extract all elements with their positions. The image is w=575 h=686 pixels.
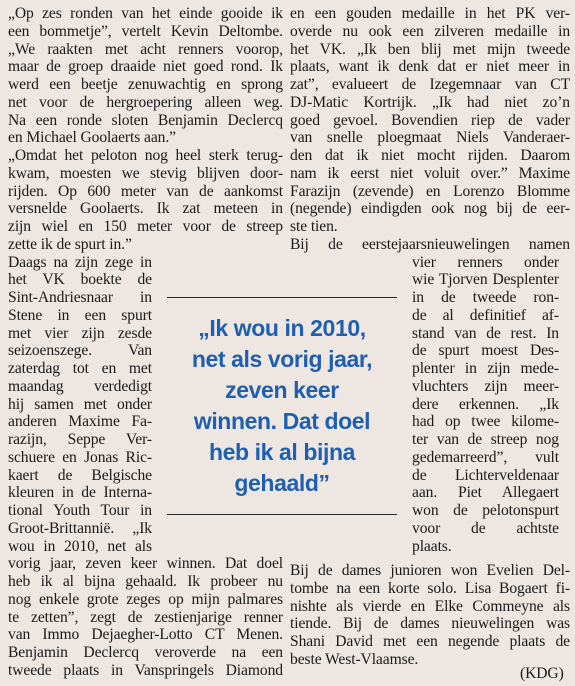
body-text-line: Daags na zijn zege in <box>8 253 152 271</box>
body-text-line: goed gevoel. Bovendien riep de vader <box>290 111 570 129</box>
body-text-line: razijn, Seppe Ver- <box>8 431 153 448</box>
body-text-line: nam ik eerst niet voluit over.” Maxime <box>290 164 571 182</box>
body-text-line: Stene in een spurt <box>8 306 152 324</box>
body-text-line: maandag verdedigt <box>8 377 152 395</box>
body-text-line: Sint-Andriesnaar in <box>8 289 152 306</box>
body-text-line: vier renners onder <box>412 253 559 271</box>
body-text-line: met vier zijn zesde <box>8 324 152 342</box>
body-text-line: zat”, evalueert de Izegemnaar van CT <box>290 76 570 93</box>
body-text-line: Shani David met een negende plaats de <box>290 633 570 650</box>
body-text-line: seizoenszege. Van <box>8 342 153 360</box>
body-text-line: de spurt moest Des- <box>412 342 559 360</box>
body-text-line: van Immo Dejaegher-Lotto CT Menen. <box>8 626 283 644</box>
body-text-line: kwam, moesten we stevig blijven door- <box>8 164 283 182</box>
pull-quote-bottom-rule <box>167 514 397 515</box>
body-text-line: tiende. Bij de dames nieuwelingen was <box>290 615 571 633</box>
pull-quote-top-rule <box>167 297 397 298</box>
pull-quote-line: gehaald” <box>234 470 330 496</box>
body-text-line: DJ-Matic Kortrijk. „Ik had niet zo’n <box>290 93 570 111</box>
pull-quote-line: winnen. Dat doel <box>193 408 371 434</box>
pull-quote-line: „Ik wou in 2010, <box>198 315 366 341</box>
body-text-line: zette ik de spurt in.” <box>8 235 132 253</box>
body-text-line: het VK boekte de <box>8 271 153 289</box>
body-text-line: Groot-Brittannië. „Ik <box>8 519 152 537</box>
body-text-line: schuere en Jonas Ric- <box>8 448 152 466</box>
body-text-line: „Op zes ronden van het einde gooide ik <box>8 5 283 22</box>
body-text-line: zijn wiel en 150 meter voor de streep <box>8 218 284 235</box>
body-text-line: plenter in zijn mede- <box>412 360 559 377</box>
pull-quote-line: zeven keer <box>225 377 339 403</box>
body-text-line: had op twee kilome- <box>412 413 559 431</box>
body-text-line: wou in 2010, net als <box>8 537 152 555</box>
body-text-line: net voor de hergroepering alleen weg. <box>8 93 283 111</box>
body-text-line: hij samen met onder <box>8 395 153 413</box>
body-text-line: vluchters zijn meer- <box>412 377 559 395</box>
body-text-line: dere erkennen. „Ik <box>412 395 559 413</box>
body-text-line: beste West-Vlaamse. <box>290 650 419 668</box>
body-text-line: van snelle ploegmaat Niels Vanderaer- <box>290 129 571 147</box>
body-text-line: tional Youth Tour in <box>8 502 153 519</box>
pull-quote-line: heb ik al bijna <box>208 439 356 465</box>
body-text-line: gedemarreerd”, vult <box>412 448 559 466</box>
body-text-line: voor de achtste <box>412 519 559 537</box>
body-text-line: ste tien. <box>290 218 338 235</box>
pull-quote-line: net als vorig jaar, <box>191 346 373 372</box>
body-text-line: werd een beetje zenuwachtig en sprong <box>8 76 283 93</box>
body-text-line: versnelde Goolaerts. Ik zat meteen in <box>8 200 283 218</box>
body-text-line: „We raakten met acht renners voorop, <box>8 40 284 58</box>
body-text-line: nishte als vierde en Elke Commeyne als <box>290 597 571 615</box>
body-text-line: won de pelotonspurt <box>412 502 559 519</box>
body-text-line: in de tweede ron- <box>412 289 559 306</box>
body-text-line: en Michael Goolaerts aan.” <box>8 129 176 147</box>
body-text-line: (negende) eindigden ook nog bij de eer- <box>290 200 570 218</box>
body-text-line: Bij de eerstejaarsnieuwelingen namen <box>290 235 570 253</box>
body-text-line: zaterdag tot en met <box>8 360 152 377</box>
body-text-line: te zetten”, zegt de zestienjarige renner <box>8 608 283 626</box>
body-text-line: plaats, want ik denk dat er niet meer in <box>290 58 570 76</box>
body-text-line: anderen Maxime Fa- <box>8 413 152 431</box>
body-text-line: de Lichterveldenaar <box>412 466 560 484</box>
body-text-line: maar de groep draaide niet goed rond. Ik <box>8 58 283 76</box>
author-credit: (KDG) <box>520 665 564 682</box>
body-text-line: Farazijn (zevende) en Lorenzo Blomme <box>290 182 571 200</box>
body-text-line: een bommetje”, vertelt Kevin Deltombe. <box>8 22 283 40</box>
body-text-line: heb ik al bijna gehaald. Ik probeer nu <box>8 573 284 590</box>
body-text-line: aan. Piet Allegaert <box>412 484 559 502</box>
body-text-line: overde nu ook een zilveren medaille in <box>290 22 571 40</box>
body-text-line: rijden. Op 600 meter van de aankomst <box>8 182 283 200</box>
body-text-line: vorig jaar, zeven keer winnen. Dat doel <box>8 555 284 573</box>
body-text-line: „Omdat het peloton nog heel sterk terug- <box>8 147 284 164</box>
body-text-line: kaert de Belgische <box>8 466 152 484</box>
body-text-line: tweede plaats in Vanspringels Diamond <box>8 661 283 679</box>
body-text-line: den dat ik niet mocht rijden. Daarom <box>290 147 570 164</box>
body-text-line: stand van de rest. In <box>412 324 560 342</box>
body-text-line: Benjamin Declercq veroverde na een <box>8 644 283 661</box>
body-text-line: kleuren in de Interna- <box>8 484 152 502</box>
body-text-line: en een gouden medaille in het PK ver- <box>290 5 570 22</box>
body-text-line: de al definitief af- <box>412 306 559 324</box>
body-text-line: Bij de dames junioren won Evelien Del- <box>290 562 571 579</box>
body-text-line: Na een ronde sloten Benjamin Declercq <box>8 111 283 129</box>
body-text-line: nog enkele grote zeges op mijn palmares <box>8 590 284 608</box>
body-text-line: tombe na een korte solo. Lisa Bogaert fi- <box>290 579 571 597</box>
body-text-line: het VK. „Ik ben blij met mijn tweede <box>290 40 571 58</box>
body-text-line: plaats. <box>412 537 452 555</box>
body-text-line: ter van de streep nog <box>412 431 559 448</box>
pull-quote <box>167 297 397 515</box>
body-text-line: wie Tjorven Desplenter <box>412 271 559 289</box>
